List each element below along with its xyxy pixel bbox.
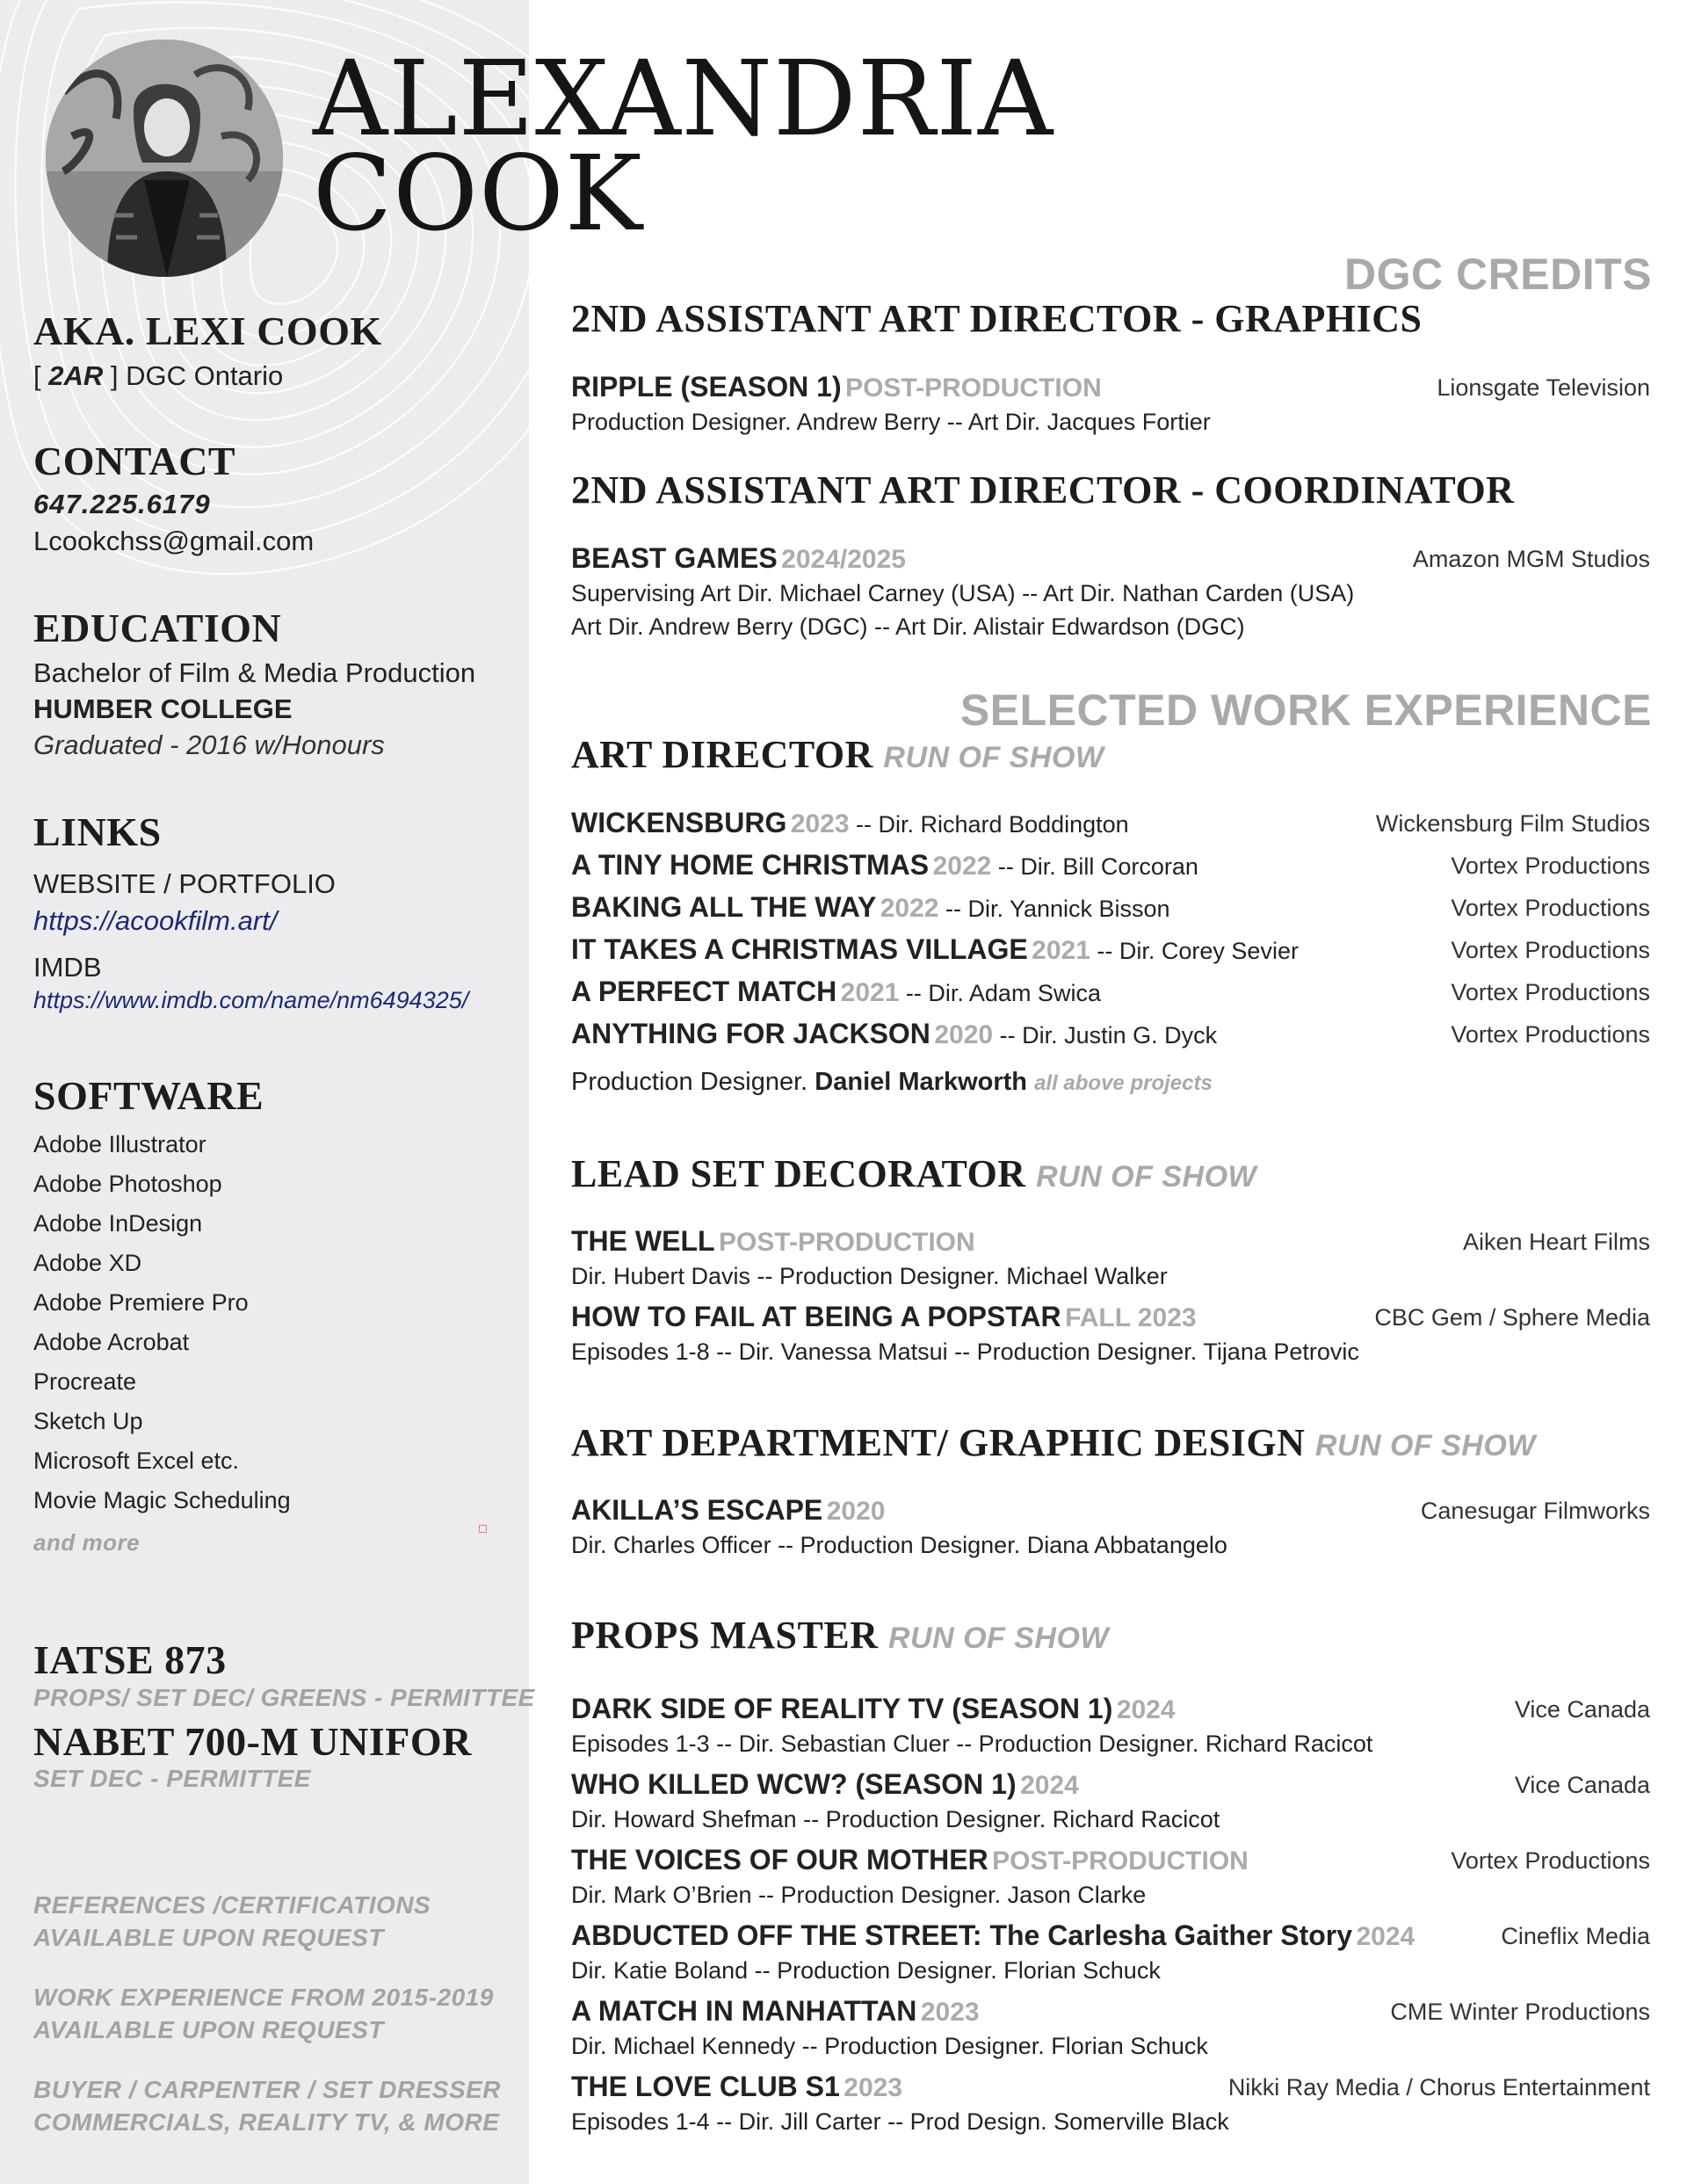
show-title: IT TAKES A CHRISTMAS VILLAGE [571,933,1028,965]
portrait-image [46,40,283,277]
credit-details: Episodes 1-4 -- Dir. Jill Carter -- Prod Design. Somerville Black [571,2108,1229,2135]
credit-row [571,1301,1650,1333]
credit-row [571,891,1650,924]
profile-photo [46,40,283,277]
credit-row [571,1494,1650,1527]
website-label: WEBSITE / PORTFOLIO [33,868,336,899]
company: Vortex Productions [1451,895,1650,921]
company: Vice Canada [1514,1696,1650,1723]
show-title: WHO KILLED WCW? (SEASON 1) [571,1768,1017,1800]
bracket-open: [ [33,360,49,391]
work-history-note-2: AVAILABLE UPON REQUEST [33,2016,384,2043]
marker-icon [479,1525,487,1533]
credit-row [571,1693,1650,1725]
show-year: 2021 [1032,936,1090,965]
credit-row [571,1995,1650,2028]
credit-details: Production Designer. Andrew Berry -- Art Dir. Jacques Fortier [571,409,1211,435]
show-title: RIPPLE (SEASON 1) [571,371,842,403]
roles-note: BUYER / CARPENTER / SET DRESSER [33,2076,502,2103]
production-designer-line [571,1068,1213,1097]
degree: Bachelor of Film & Media Production [33,657,476,688]
show-title: AKILLA’S ESCAPE [571,1494,823,1526]
company: Vortex Productions [1451,853,1650,879]
show-title: THE LOVE CLUB S1 [571,2071,840,2102]
show-title: ANYTHING FOR JACKSON [571,1018,930,1049]
credit-details: Dir. Michael Kennedy -- Production Designer. Florian Schuck [571,2033,1208,2059]
company: Cineflix Media [1501,1923,1650,1949]
company: Vortex Productions [1451,1847,1650,1874]
credit-details: Dir. Katie Boland -- Production Designer. Florian Schuck [571,1957,1161,1984]
credit-details: Supervising Art Dir. Michael Carney (USA) -- Art Dir. Nathan Carden (USA) [571,580,1355,606]
show-year: 2022 [880,894,939,923]
software-item: Adobe Premiere Pro [33,1289,249,1316]
run-of-show-tag: RUN OF SHOW [1036,1160,1257,1194]
iatse-role: PROPS/ SET DEC/ GREENS - PERMITTEE [33,1684,535,1711]
show-year: 2023 [790,809,850,838]
company: Amazon MGM Studios [1412,546,1650,572]
software-heading: SOFTWARE [33,1073,264,1118]
credit-row [571,1225,1650,1258]
job-title: ART DEPARTMENT/ GRAPHIC DESIGN [571,1421,1306,1464]
show-year: POST-PRODUCTION [992,1847,1249,1876]
imdb-link[interactable]: https://www.imdb.com/name/nm6494325/ [33,987,469,1013]
company: Vortex Productions [1451,1021,1650,1048]
credit-row [571,976,1650,1008]
pd-note: all above projects [1034,1071,1213,1095]
last-name: COOK [313,133,643,254]
rank-suffix: ] DGC Ontario [103,360,284,391]
work-experience-heading: SELECTED WORK EXPERIENCE [959,686,1652,735]
run-of-show-tag: RUN OF SHOW [1314,1429,1536,1462]
job-title: LEAD SET DECORATOR [571,1152,1026,1195]
software-item: Sketch Up [33,1408,143,1434]
credit-row [571,807,1650,839]
job-title: PROPS MASTER [571,1614,879,1657]
company: Canesugar Filmworks [1420,1498,1650,1524]
software-item: Adobe InDesign [33,1210,203,1237]
work-history-note: WORK EXPERIENCE FROM 2015-2019 [33,1984,494,2011]
pd-label: Production Designer. [571,1068,815,1096]
show-title: A TINY HOME CHRISTMAS [571,849,930,881]
software-item: Adobe Illustrator [33,1131,206,1157]
references-note-2: AVAILABLE UPON REQUEST [33,1924,384,1951]
show-year: 2020 [934,1020,994,1049]
company: Vortex Productions [1451,979,1650,1005]
show-year: 2024/2025 [781,545,906,574]
software-item: Movie Magic Scheduling [33,1487,291,1513]
credit-row [571,933,1650,966]
show-title: A PERFECT MATCH [571,976,837,1007]
run-of-show-tag: RUN OF SHOW [887,1622,1110,1655]
credit-details: Episodes 1-3 -- Dir. Sebastian Cluer -- Production Designer. Richard Racicot [571,1731,1373,1757]
show-year: 2023 [844,2073,903,2102]
show-title: DARK SIDE OF REALITY TV (SEASON 1) [571,1693,1113,1724]
education-heading: EDUCATION [33,606,282,650]
credit-row [571,849,1650,882]
phone-number[interactable]: 647.225.6179 [33,489,211,519]
credit-details: Dir. Hubert Davis -- Production Designer. Michael Walker [571,1263,1168,1289]
nabet-heading: NABET 700-M UNIFOR [33,1719,472,1764]
director: -- Dir. Corey Sevier [1090,938,1299,964]
pd-name: Daniel Markworth [815,1068,1027,1096]
show-year: 2024 [1356,1922,1415,1951]
job-title-props-master [571,1613,1109,1658]
company: Aiken Heart Films [1462,1229,1650,1255]
dgc-rank [33,360,283,392]
credit-row [571,371,1650,403]
email-address[interactable]: Lcookchss@gmail.com [33,526,315,556]
credit-row [571,2071,1650,2103]
show-title: ABDUCTED OFF THE STREET: The Carlesha Gaither Story [571,1919,1353,1951]
show-status: POST-PRODUCTION [845,374,1102,403]
show-title: BEAST GAMES [571,542,778,574]
company: Lionsgate Television [1437,374,1650,401]
credit-row [571,1919,1650,1952]
credit-row [571,1768,1650,1801]
company: Nikki Ray Media / Chorus Entertainment [1227,2074,1650,2101]
show-year: 2020 [826,1497,886,1526]
show-title: HOW TO FAIL AT BEING A POPSTAR [571,1301,1061,1332]
credit-row [571,542,1650,575]
contact-heading: CONTACT [33,439,236,483]
graduated: Graduated - 2016 w/Honours [33,729,385,760]
dgc-credits-heading: DGC CREDITS [1344,250,1652,299]
show-year: POST-PRODUCTION [718,1228,975,1257]
show-year: FALL 2023 [1065,1303,1197,1332]
director: -- Dir. Bill Corcoran [991,853,1198,880]
credit-details: Dir. Mark O’Brien -- Production Designer. Jason Clarke [571,1882,1147,1908]
credit-row [571,1844,1650,1876]
software-item: Adobe Photoshop [33,1171,222,1197]
show-title: WICKENSBURG [571,807,787,838]
director: -- Dir. Yannick Bisson [938,896,1170,922]
credit-details: Art Dir. Andrew Berry (DGC) -- Art Dir. Alistair Edwardson (DGC) [571,613,1245,640]
show-year: 2024 [1020,1771,1079,1800]
company: Vortex Productions [1451,937,1650,963]
software-item: Adobe Acrobat [33,1329,190,1355]
show-year: 2022 [932,852,992,881]
website-link[interactable]: https://acookfilm.art/ [33,905,278,936]
job-title-graphic-design [571,1420,1536,1465]
company: CME Winter Productions [1390,1999,1650,2025]
software-item: Microsoft Excel etc. [33,1448,240,1474]
show-title: BAKING ALL THE WAY [571,891,877,923]
name-heading [313,38,1054,254]
job-title-art-director [571,732,1104,777]
director: -- Dir. Justin G. Dyck [993,1022,1218,1048]
show-year: 2024 [1116,1695,1176,1724]
software-item: Adobe XD [33,1250,142,1276]
rank-label: 2AR [48,360,104,391]
show-year: 2021 [840,978,900,1007]
job-title-set-decorator [571,1151,1256,1196]
director: -- Dir. Richard Boddington [849,811,1129,838]
run-of-show-tag: RUN OF SHOW [883,741,1104,774]
company: Wickensburg Film Studios [1375,810,1650,837]
references-note: REFERENCES /CERTIFICATIONS [33,1891,431,1919]
company: CBC Gem / Sphere Media [1374,1304,1650,1331]
company: Vice Canada [1514,1772,1650,1798]
links-heading: LINKS [33,809,162,854]
credit-details: Episodes 1-8 -- Dir. Vanessa Matsui -- Production Designer. Tijana Petrovic [571,1339,1359,1365]
director: -- Dir. Adam Swica [899,980,1101,1006]
job-title-graphics: 2ND ASSISTANT ART DIRECTOR - GRAPHICS [571,297,1423,340]
show-title: THE VOICES OF OUR MOTHER [571,1844,988,1876]
credit-row [571,1018,1650,1050]
software-item: Procreate [33,1368,137,1395]
credit-details: Dir. Charles Officer -- Production Designer. Diana Abbatangelo [571,1532,1227,1558]
credit-details: Dir. Howard Shefman -- Production Designer. Richard Racicot [571,1806,1220,1832]
imdb-label: IMDB [33,952,102,983]
school: HUMBER COLLEGE [33,693,293,724]
show-year: 2023 [920,1998,980,2027]
first-name: ALEXANDRIA [313,38,1054,159]
roles-note-2: COMMERCIALS, REALITY TV, & MORE [33,2108,500,2136]
iatse-heading: IATSE 873 [33,1637,227,1682]
show-title: THE WELL [571,1225,715,1257]
job-title-coordinator: 2ND ASSISTANT ART DIRECTOR - COORDINATOR [571,468,1515,512]
job-title: ART DIRECTOR [571,733,873,776]
nabet-role: SET DEC - PERMITTEE [33,1765,311,1792]
software-more: and more [33,1529,141,1556]
show-title: A MATCH IN MANHATTAN [571,1995,917,2027]
aka-heading: AKA. LEXI COOK [33,308,382,353]
